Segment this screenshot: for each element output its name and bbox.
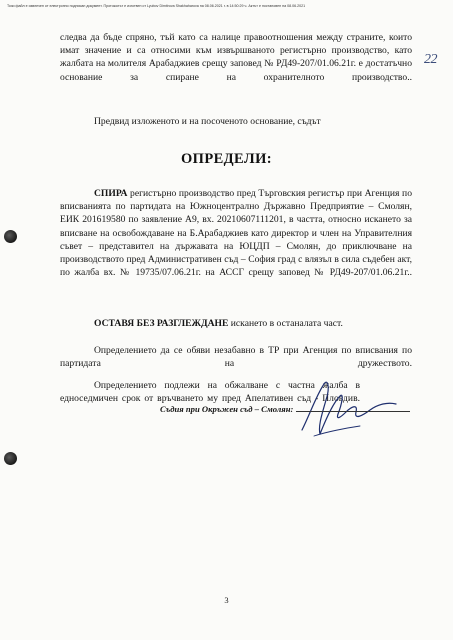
basis-paragraph: Предвид изложеното и на посоченото основание, съдът — [94, 116, 321, 127]
punch-hole-icon — [4, 230, 17, 243]
signature-line — [296, 411, 410, 412]
ruling-heading: ОПРЕДЕЛИ: — [180, 151, 273, 167]
appeal-paragraph: Определението подлежи на обжалване с частна жалба в едноседмичен срок от връчването му пред Апелативен съд - Пловдив. — [60, 380, 360, 405]
stay-text: регистърно производство пред Търговския регистър при Агенция по вписванията по партидата на Южноцентрално Държавно Предприятие – Смолян, ЕИК 201619580 по заявление А9, вх. 20210607111201, в частта, относно искането за вписване на освобождаване на Б.Арабаджиев като директор и член на Управителния съвет – представител на държавата на ЮЦДП – Смолян, до приключване на производството пред Административен съд – София град с влязъл в сила съдебен акт, по жалба вх. № 19735/07.06.21г. на АССГ срещу заповед № РД49-207/01.06.21г.. — [60, 188, 412, 279]
margin-page-note: 22 — [424, 52, 437, 67]
dismiss-paragraph — [60, 317, 412, 330]
page-number: 3 — [224, 595, 229, 605]
electronic-signature-header: Този файл е извлечен от електронно подписан документ. Протоколът е изготвен от Lyubov Dimitrova Shakhaharova на 08.06.2021 г. в 14:50:29 ч. Актът е постановен на 08.06.2021 — [7, 4, 306, 8]
stay-paragraph — [60, 187, 412, 293]
intro-paragraph: следва да бъде спряно, тъй като са налице правоотношения между страните, които имат значение и са относими към извършваното регистърно производство, като жалбата на молителя Арабаджиев срещу заповед № РД49-207/01.06.21г. е достатъчно основание за спиране на охранителното производство.. — [60, 32, 412, 83]
punch-hole-icon — [4, 452, 17, 465]
dismiss-text: искането в останалата част. — [228, 318, 343, 329]
announce-paragraph: Определението да се обяви незабавно в ТР при Агенция по вписвания по партидата на дружеството. — [60, 345, 412, 370]
dismiss-lead: ОСТАВЯ БЕЗ РАЗГЛЕЖДАНЕ — [94, 318, 229, 329]
signature-label: Съдия при Окръжен съд – Смолян: — [160, 404, 294, 414]
stay-lead: СПИРА — [94, 188, 128, 199]
handwritten-signature — [296, 374, 406, 444]
